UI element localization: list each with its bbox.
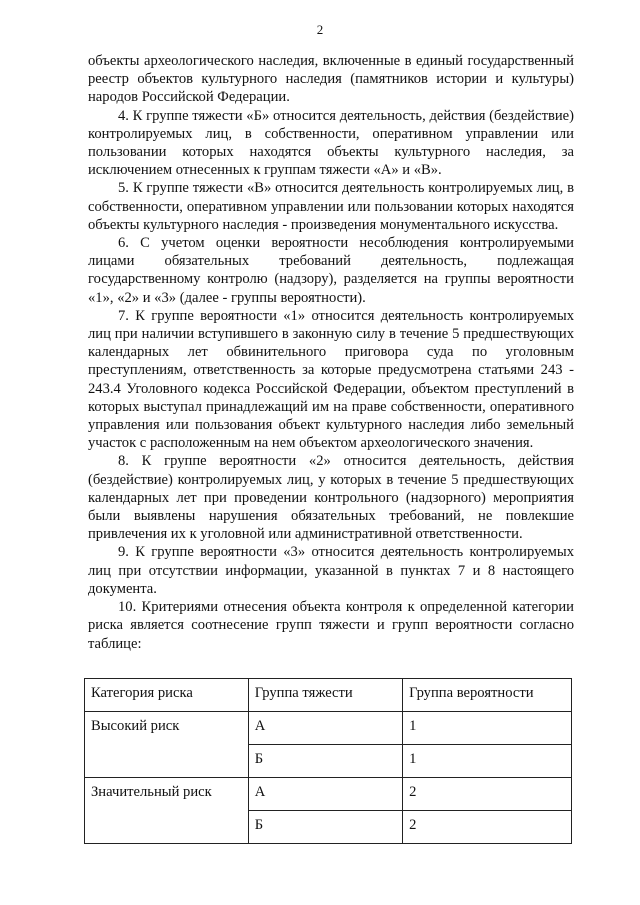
risk-category-table xyxy=(84,678,572,844)
paragraph-item-6: 6. С учетом оценки вероятности несоблюдения контролируемыми лицами обязательных требований деятельность, подлежащая государственному контролю (надзору), разделяется на группы вероятности «1», «2» и «3» (далее - группы вероятности). xyxy=(88,235,574,306)
table-row xyxy=(85,778,572,811)
paragraph-continuation: объекты археологического наследия, включенные в единый государственный реестр объектов культурного наследия (памятников истории и культуры) народов Российской Федерации. xyxy=(88,53,574,106)
paragraph-item-5: 5. К группе тяжести «В» относится деятельность контролируемых лиц, в собственности, оперативном управлении или пользовании которых находятся объекты культурного наследия - произведения монументального искусства. xyxy=(88,180,574,233)
table-header-cell: Группа вероятности xyxy=(403,679,572,712)
table-cell-severity: А xyxy=(248,778,402,811)
document-body xyxy=(88,52,574,653)
paragraph-item-7: 7. К группе вероятности «1» относится деятельность контролируемых лиц при наличии вступившего в законную силу в течение 5 предшествующих календарных лет обвинительного приговора суда по уголовным преступлениям, ответственность за которые предусмотрена статьями 243 - 243.4 Уголовного кодекса Российской Федерации, объектом преступлений в которых выступал принадлежащий им на праве собственности, оперативного управления или пользования объект культурного наследия либо земельный участок с расположенным на нем объектом археологического значения. xyxy=(88,307,574,452)
table-cell-probability: 2 xyxy=(403,778,572,811)
table-cell-severity: Б xyxy=(248,745,402,778)
table-header-cell: Группа тяжести xyxy=(248,679,402,712)
paragraph-item-8: 8. К группе вероятности «2» относится деятельность, действия (бездействие) контролируемых лиц, у которых в течение 5 предшествующих календарных лет при проведении контрольного (надзорного) мероприятия были выявлены нарушения обязательных требований, не повлекшие привлечения их к уголовной или административной ответственности. xyxy=(88,453,574,543)
paragraph-item-9: 9. К группе вероятности «3» относится деятельность контролируемых лиц при отсутствии информации, указанной в пунктах 7 и 8 настоящего документа. xyxy=(88,544,574,597)
table-cell-probability: 2 xyxy=(403,811,572,844)
table-header-row xyxy=(85,679,572,712)
table-cell-probability: 1 xyxy=(403,745,572,778)
table-row xyxy=(85,712,572,745)
table-cell-category: Высокий риск xyxy=(85,712,249,778)
page-number: 2 xyxy=(316,22,324,37)
table-cell-severity: Б xyxy=(248,811,402,844)
paragraph-item-10: 10. Критериями отнесения объекта контроля к определенной категории риска является соотнесение групп тяжести и групп вероятности согласно таблице: xyxy=(88,599,574,652)
table-cell-probability: 1 xyxy=(403,712,572,745)
paragraph-item-4: 4. К группе тяжести «Б» относится деятельность, действия (бездействие) контролируемых лиц, в собственности, оперативном управлении или пользовании которых находятся объекты культурного наследия, за исключением отнесенных к группам тяжести «А» и «В». xyxy=(88,107,574,179)
table-cell-category: Значительный риск xyxy=(85,778,249,844)
table-header-cell: Категория риска xyxy=(85,679,249,712)
table-cell-severity: А xyxy=(248,712,402,745)
